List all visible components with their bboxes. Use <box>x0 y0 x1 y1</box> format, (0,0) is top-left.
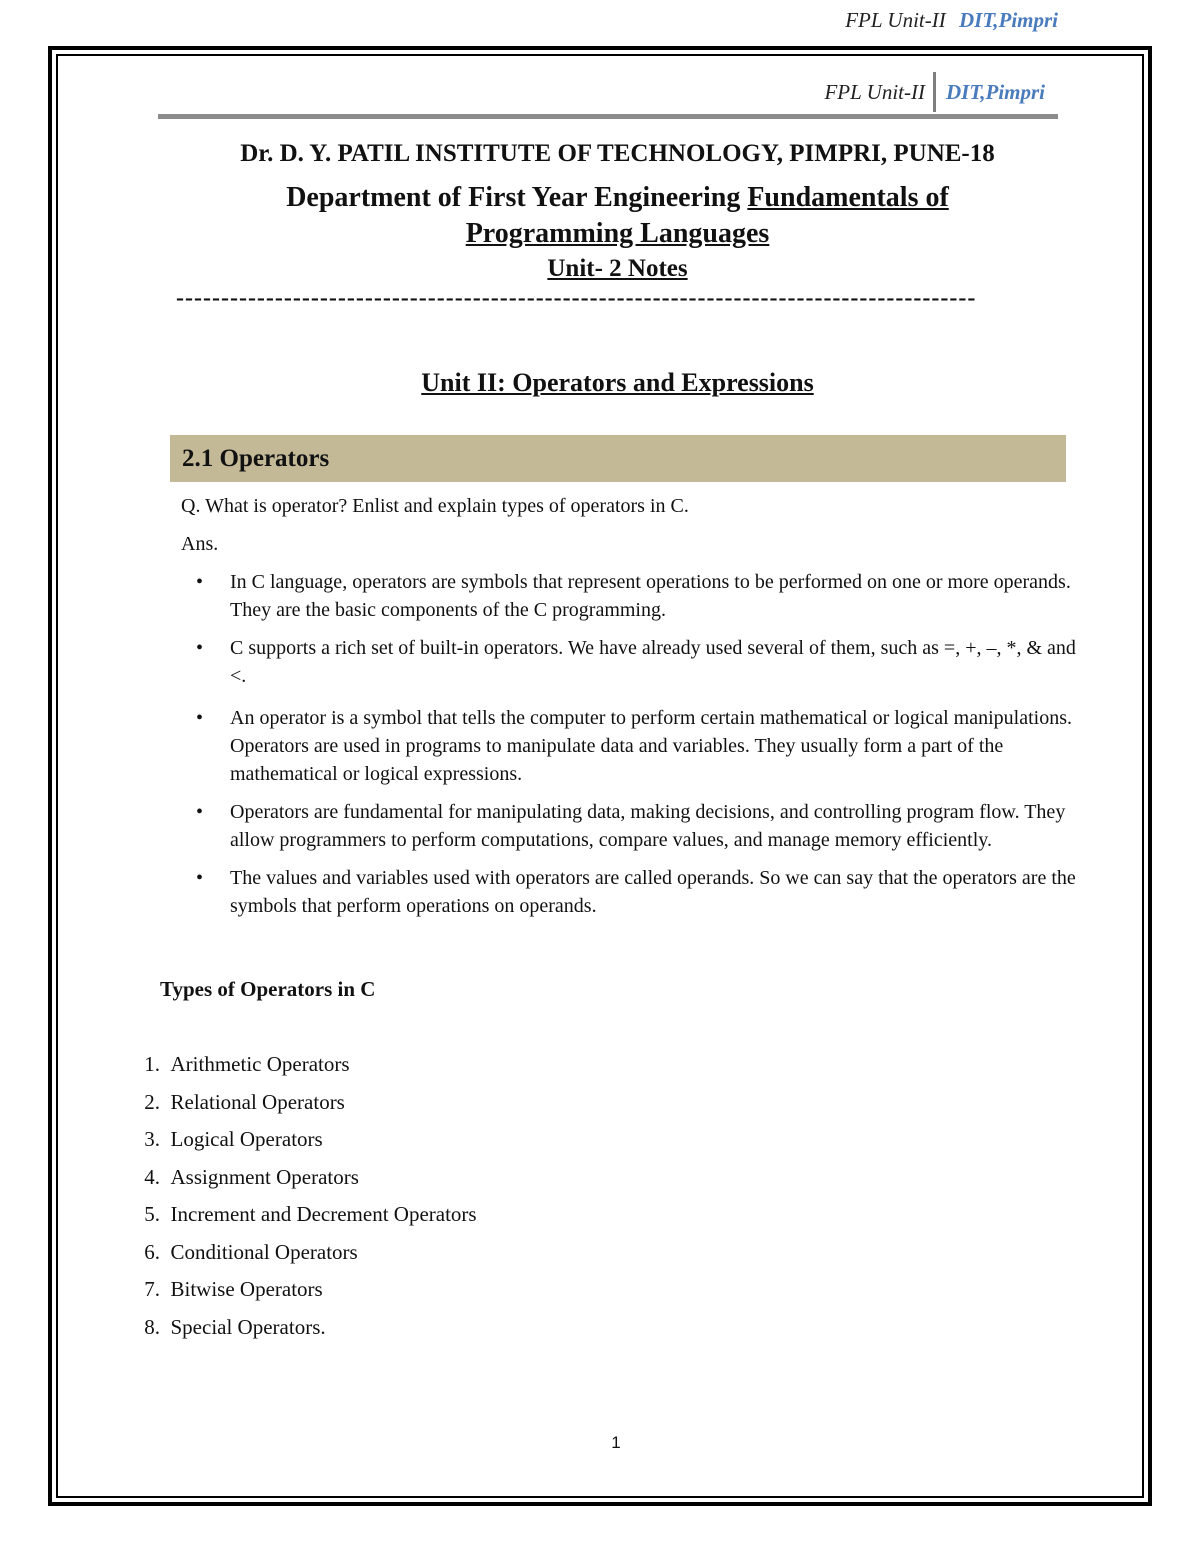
list-text: Assignment Operators <box>170 1164 359 1189</box>
dashed-separator: ----------------------------------------------------------------------------------------- <box>176 285 977 311</box>
page-number: 1 <box>611 1433 621 1452</box>
list-text: Bitwise Operators <box>170 1277 323 1301</box>
list-item <box>120 1199 477 1237</box>
list-number: 7. <box>144 1277 160 1301</box>
unit-notes-title: Unit- 2 Notes <box>547 255 688 282</box>
answer-label: Ans. <box>181 533 219 555</box>
list-item <box>196 798 1076 854</box>
unit-title: Unit II: Operators and Expressions <box>421 368 814 397</box>
list-number: 6. <box>144 1239 160 1264</box>
bullet-text: The values and variables used with operators are called operands. So we can say that the operators are the symbols that perform operations on operands. <box>230 867 1076 917</box>
header-rule <box>158 114 1058 119</box>
list-number: 4. <box>144 1164 160 1189</box>
bullet-text: Operators are fundamental for manipulating data, making decisions, and controlling program flow. They allow programmers to perform computations, compare values, and manage memory efficiently. <box>230 801 1066 851</box>
types-list <box>120 1049 477 1349</box>
question-text: Q. What is operator? Enlist and explain types of operators in C. <box>181 495 689 517</box>
list-number: 2. <box>144 1089 160 1114</box>
section-heading-text: 2.1 Operators <box>182 444 330 472</box>
list-item <box>196 634 1076 690</box>
bullet-text: In C language, operators are symbols that represent operations to be performed on one or more operands. They are the basic components of the C programming. <box>230 571 1071 621</box>
college-name: Dr. D. Y. PATIL INSTITUTE OF TECHNOLOGY, PIMPRI, PUNE-18 <box>240 140 995 167</box>
bullet-icon: • <box>196 867 204 889</box>
list-number: 8. <box>144 1314 160 1339</box>
running-header-institute: DIT,Pimpri <box>959 8 1058 32</box>
list-item <box>120 1124 477 1162</box>
list-text: Special Operators. <box>170 1314 326 1339</box>
types-heading: Types of Operators in C <box>160 977 376 1001</box>
list-number: 5. <box>144 1202 160 1226</box>
list-item <box>120 1237 477 1275</box>
section-heading <box>170 435 1066 482</box>
bullet-icon: • <box>196 801 204 823</box>
running-header <box>845 8 1058 33</box>
list-item <box>120 1049 477 1087</box>
list-text: Relational Operators <box>170 1089 345 1114</box>
list-text: Arithmetic Operators <box>170 1052 350 1076</box>
list-item <box>196 704 1076 788</box>
list-item <box>120 1087 477 1125</box>
department-title <box>160 180 1075 252</box>
bullet-icon: • <box>196 571 204 593</box>
list-item <box>120 1312 477 1350</box>
subject-line-2: Programming Languages <box>465 218 770 249</box>
inner-header <box>824 72 1045 112</box>
bullet-icon: • <box>196 707 204 729</box>
list-item <box>196 864 1076 920</box>
list-number: 3. <box>144 1127 160 1151</box>
running-header-course: FPL Unit-II <box>845 8 946 32</box>
answer-bullet-list <box>196 568 1076 930</box>
inner-header-institute: DIT,Pimpri <box>946 79 1045 104</box>
list-text: Conditional Operators <box>170 1239 358 1264</box>
list-number: 1. <box>144 1052 160 1076</box>
list-text: Logical Operators <box>170 1127 323 1151</box>
list-text: Increment and Decrement Operators <box>170 1202 477 1226</box>
subject-line-1: Fundamentals of <box>747 182 949 213</box>
inner-header-divider <box>933 72 936 112</box>
bullet-text: An operator is a symbol that tells the computer to perform certain mathematical or logical manipulations. Operators are used in programs to manipulate data and variables. They usually form a part of the mathematical or logical expressions. <box>230 707 1072 785</box>
list-item <box>120 1274 477 1312</box>
bullet-icon: • <box>196 637 204 659</box>
bullet-text: C supports a rich set of built-in operators. We have already used several of them, such as =, +, –, *, & and <. <box>230 637 1076 687</box>
list-item <box>120 1162 477 1200</box>
list-item <box>196 568 1076 624</box>
department-prefix: Department of First Year Engineering <box>286 182 748 213</box>
inner-header-course: FPL Unit-II <box>824 79 925 104</box>
